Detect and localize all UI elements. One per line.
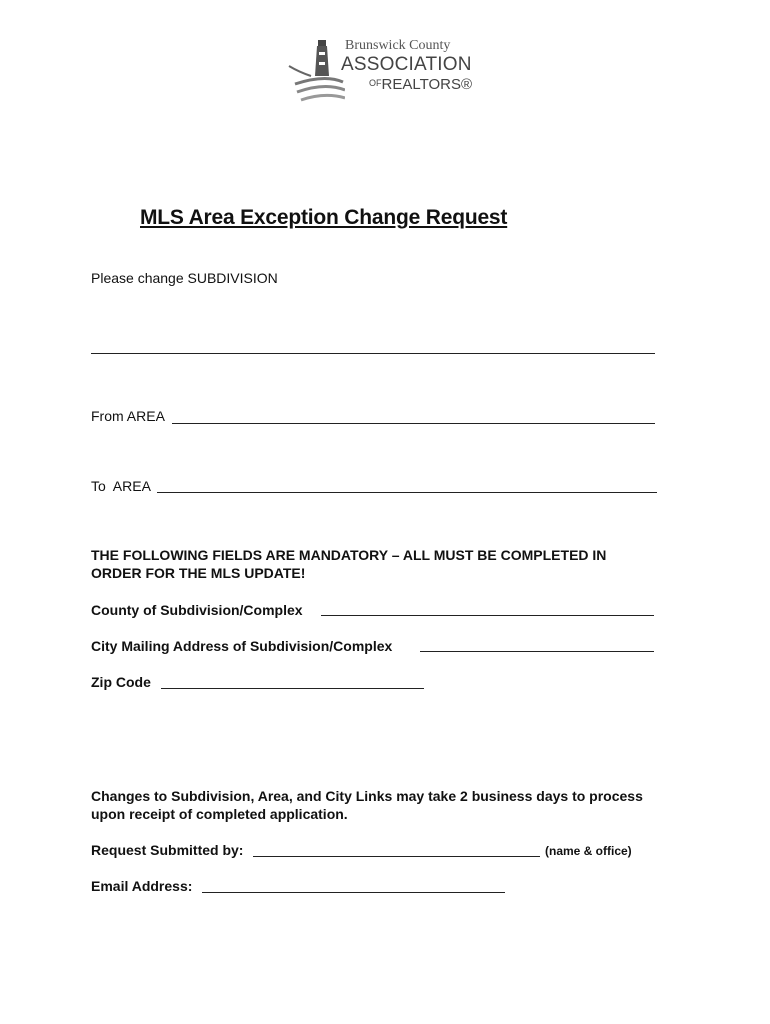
lighthouse-icon (285, 36, 345, 108)
email-label: Email Address: (91, 878, 193, 894)
from-area-label: From AREA (91, 408, 165, 424)
to-area-label: To AREA (91, 478, 151, 494)
logo-line-2: ASSOCIATION (341, 54, 472, 75)
association-logo (285, 36, 473, 108)
submitted-by-input-line[interactable] (253, 856, 540, 857)
page-title: MLS Area Exception Change Request (140, 206, 508, 229)
processing-note-line-2: upon receipt of completed application. (91, 806, 348, 822)
city-input-line[interactable] (420, 651, 654, 652)
email-input-line[interactable] (202, 892, 505, 893)
mandatory-notice-line-2: ORDER FOR THE MLS UPDATE! (91, 565, 306, 581)
county-input-line[interactable] (321, 615, 654, 616)
logo-of: OF (369, 78, 382, 88)
subdivision-input-line[interactable] (91, 353, 655, 354)
city-label: City Mailing Address of Subdivision/Complex (91, 638, 393, 654)
processing-note-line-1: Changes to Subdivision, Area, and City Links may take 2 business days to process (91, 788, 643, 804)
logo-line-1: Brunswick County (345, 38, 451, 53)
to-area-input-line[interactable] (157, 492, 657, 493)
mandatory-notice-line-1: THE FOLLOWING FIELDS ARE MANDATORY – ALL MUST BE COMPLETED IN (91, 547, 607, 563)
zip-input-line[interactable] (161, 688, 424, 689)
county-label: County of Subdivision/Complex (91, 602, 303, 618)
zip-label: Zip Code (91, 674, 151, 690)
logo-realtors: REALTORS® (381, 76, 473, 93)
subdivision-label: Please change SUBDIVISION (91, 270, 278, 286)
submitted-by-hint: (name & office) (545, 844, 632, 858)
from-area-input-line[interactable] (172, 423, 655, 424)
submitted-by-label: Request Submitted by: (91, 842, 244, 858)
logo-line-3 (369, 76, 472, 93)
